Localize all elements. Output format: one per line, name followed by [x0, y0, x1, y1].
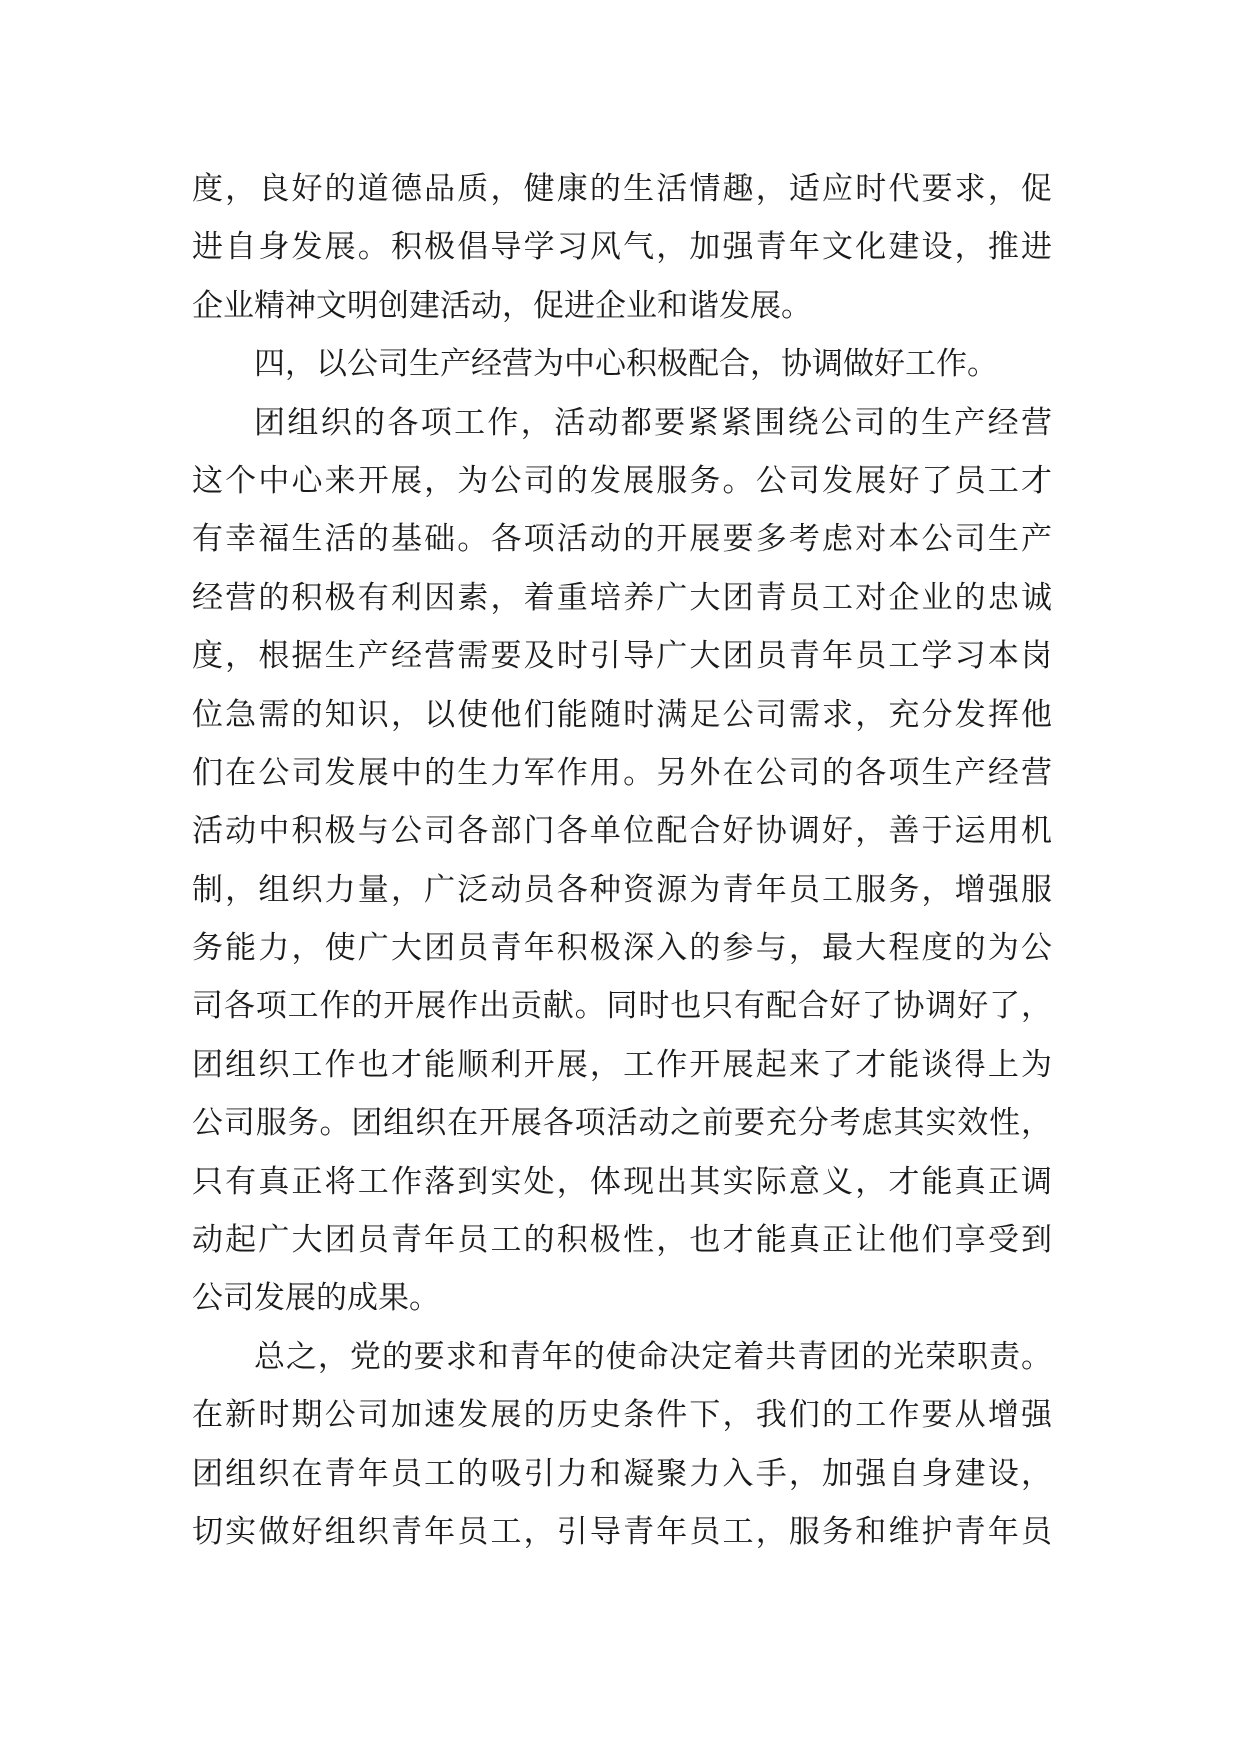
text-line: 司各项工作的开展作出贡献。同时也只有配合好了协调好了，	[192, 988, 1052, 1025]
text-line: 进自身发展。积极倡导学习风气，加强青年文化建设，推进	[192, 229, 1052, 266]
text-line: 切实做好组织青年员工，引导青年员工，服务和维护青年员	[192, 1513, 1052, 1550]
text-line: 总之，党的要求和青年的使命决定着共青团的光荣职责。	[254, 1338, 1052, 1375]
text-line: 经营的积极有利因素，着重培养广大团青员工对企业的忠诚	[192, 579, 1052, 616]
paragraph-continued	[192, 160, 1052, 335]
text-line: 们在公司发展中的生力军作用。另外在公司的各项生产经营	[192, 754, 1052, 791]
paragraph-team-work	[192, 394, 1052, 1328]
text-line: 度，良好的道德品质，健康的生活情趣，适应时代要求，促	[192, 171, 1052, 207]
section-heading: 四，以公司生产经营为中心积极配合，协调做好工作。	[254, 346, 998, 383]
text-line: 企业精神文明创建活动，促进企业和谐发展。	[192, 287, 812, 324]
document-body	[192, 160, 1052, 1561]
text-line: 制，组织力量，广泛动员各种资源为青年员工服务，增强服	[192, 871, 1052, 908]
text-line: 位急需的知识，以使他们能随时满足公司需求，充分发挥他	[192, 696, 1052, 733]
text-line: 度，根据生产经营需要及时引导广大团员青年员工学习本岗	[192, 638, 1052, 675]
text-line: 团组织的各项工作，活动都要紧紧围绕公司的生产经营	[254, 404, 1052, 441]
text-line: 务能力，使广大团员青年积极深入的参与，最大程度的为公	[192, 930, 1052, 967]
section-heading-four	[192, 335, 1052, 393]
text-line: 团组织在青年员工的吸引力和凝聚力入手，加强自身建设，	[192, 1455, 1052, 1492]
text-line: 这个中心来开展，为公司的发展服务。公司发展好了员工才	[192, 462, 1052, 499]
text-line: 只有真正将工作落到实处，体现出其实际意义，才能真正调	[192, 1163, 1052, 1200]
text-line: 在新时期公司加速发展的历史条件下，我们的工作要从增强	[192, 1397, 1052, 1434]
paragraph-conclusion	[192, 1328, 1052, 1562]
text-line: 有幸福生活的基础。各项活动的开展要多考虑对本公司生产	[192, 521, 1052, 558]
text-line: 公司服务。团组织在开展各项活动之前要充分考虑其实效性，	[192, 1105, 1052, 1142]
text-line: 活动中积极与公司各部门各单位配合好协调好，善于运用机	[192, 813, 1052, 850]
text-line: 公司发展的成果。	[192, 1280, 440, 1317]
text-line: 团组织工作也才能顺利开展，工作开展起来了才能谈得上为	[192, 1046, 1052, 1083]
text-line: 动起广大团员青年员工的积极性，也才能真正让他们享受到	[192, 1222, 1052, 1259]
